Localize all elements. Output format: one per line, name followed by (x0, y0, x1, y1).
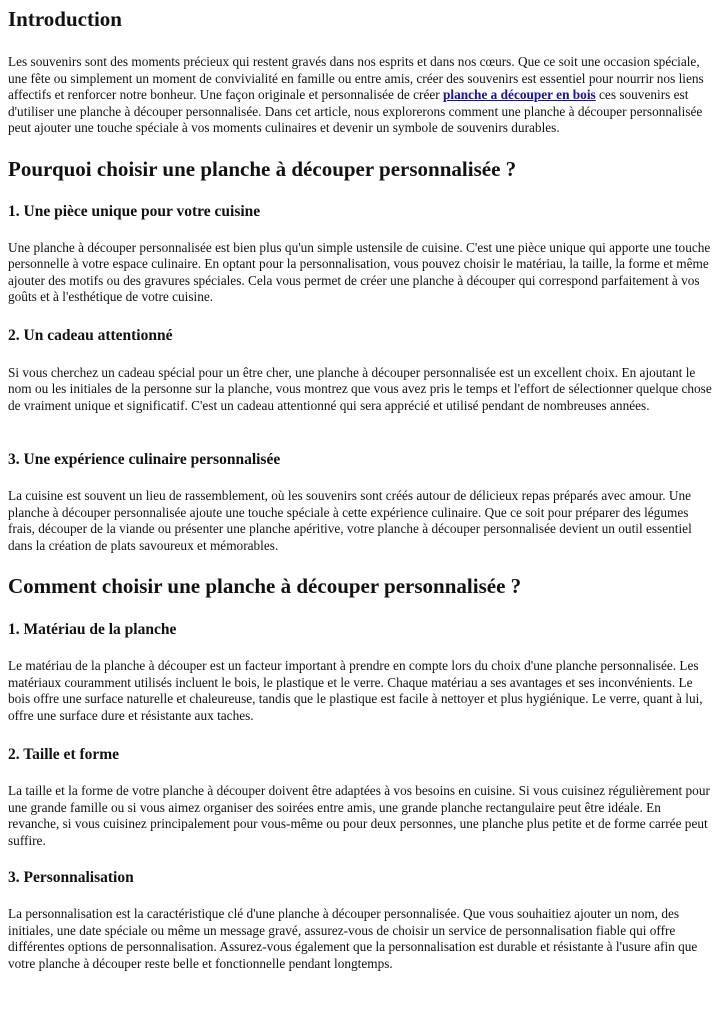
why-heading: Pourquoi choisir une planche à découper personnalisée ? (8, 156, 517, 181)
section-heading: 1. Une pièce unique pour votre cuisine (8, 202, 261, 220)
how-heading: Comment choisir une planche à découper personnalisée ? (8, 574, 522, 598)
section-paragraph: La taille et la forme de votre planche à découper doivent être adaptées à vos besoins en cuisine. Si vous cuisinez régulièrement pour une grande famille ou si vous aimez organiser des soirées entre amis, une grande planche rectangulaire peut être idéale. En revanche, si vous cuisinez principalement pour vous-même ou pour deux personnes, une planche plus petite et de forme carrée peut suffire. (8, 783, 710, 848)
section-paragraph: La personnalisation est la caractéristique clé d'une planche à découper personnalisée. Que vous souhaitiez ajouter un nom, des initiales, une date spéciale ou même un message gravé, assurez-vous de choisir un service de personnalisation fiable qui offre différentes options de personnalisation. Assurez-vous également que la personnalisation est durable et résistante à l'usure afin que votre planche à découper reste belle et fonctionnelle pendant longtemps. (8, 906, 698, 971)
intro-heading: Introduction (8, 7, 122, 31)
section-heading: 2. Un cadeau attentionné (8, 326, 173, 344)
intro-paragraph (8, 54, 712, 137)
section-heading: 2. Taille et forme (8, 746, 120, 763)
section-heading: 1. Matériau de la planche (8, 621, 177, 638)
intro-text-after-link: ces souvenirs est d'utiliser une planche à découper personnalisée. Dans cet article, nous explorerons comment une planche à découper personnalisée peut ajouter une touche spéciale à vos moments culinaires et devenir un symbole de souvenirs durables. (8, 87, 703, 135)
planche-a-decouper-link[interactable]: planche a découper en bois (443, 87, 596, 102)
intro-text-before-link: Les souvenirs sont des moments précieux qui restent gravés dans nos esprits et dans nos cœurs. Que ce soit une occasion spéciale, une fête ou simplement un moment de convivialité en famille ou entre amis, créer des souvenirs est essentiel pour nourrir nos liens affectifs et renforcer notre bonheur. Une façon originale et personnalisée de créer (8, 54, 704, 102)
section-paragraph: Si vous cherchez un cadeau spécial pour un être cher, une planche à découper personnalisée est un excellent choix. En ajoutant le nom ou les initiales de la personne sur la planche, vous montrez que vous avez pris le temps et l'effort de sélectionner quelque chose de vraiment unique et significatif. C'est un cadeau attentionné qui sera apprécié et utilisé pendant de nombreuses années. (8, 364, 712, 413)
section-heading: 3. Une expérience culinaire personnalisée (8, 451, 281, 468)
section-paragraph: La cuisine est souvent un lieu de rassemblement, où les souvenirs sont créés autour de délicieux repas préparés avec amour. Une planche à découper personnalisée ajoute une touche spéciale à cette expérience culinaire. Que ce soit pour préparer des légumes frais, découper de la viande ou présenter une planche apéritive, votre planche à découper personnalisée devient un outil essentiel dans la création de plats savoureux et mémorables. (8, 488, 692, 553)
section-heading: 3. Personnalisation (8, 869, 134, 886)
section-paragraph: Le matériau de la planche à découper est un facteur important à prendre en compte lors du choix d'une planche personnalisée. Les matériaux couramment utilisés incluent le bois, le plastique et le verre. Chaque matériau a ses avantages et ses inconvénients. Le bois offre une surface naturelle et chaleureuse, tandis que le plastique est facile à nettoyer et plus hygiénique. Le verre, quant à lui, offre une surface dure et résistante aux taches. (8, 658, 703, 723)
section-paragraph: Une planche à découper personnalisée est bien plus qu'un simple ustensile de cuisine. C'est une pièce unique qui apporte une touche personnelle à votre espace culinaire. En optant pour la personnalisation, vous pouvez choisir le matériau, la taille, la forme et même ajouter des motifs ou des gravures spéciales. Cela vous permet de créer une planche à découper qui correspond parfaitement à vos goûts et à l'esthétique de votre cuisine. (8, 239, 711, 304)
